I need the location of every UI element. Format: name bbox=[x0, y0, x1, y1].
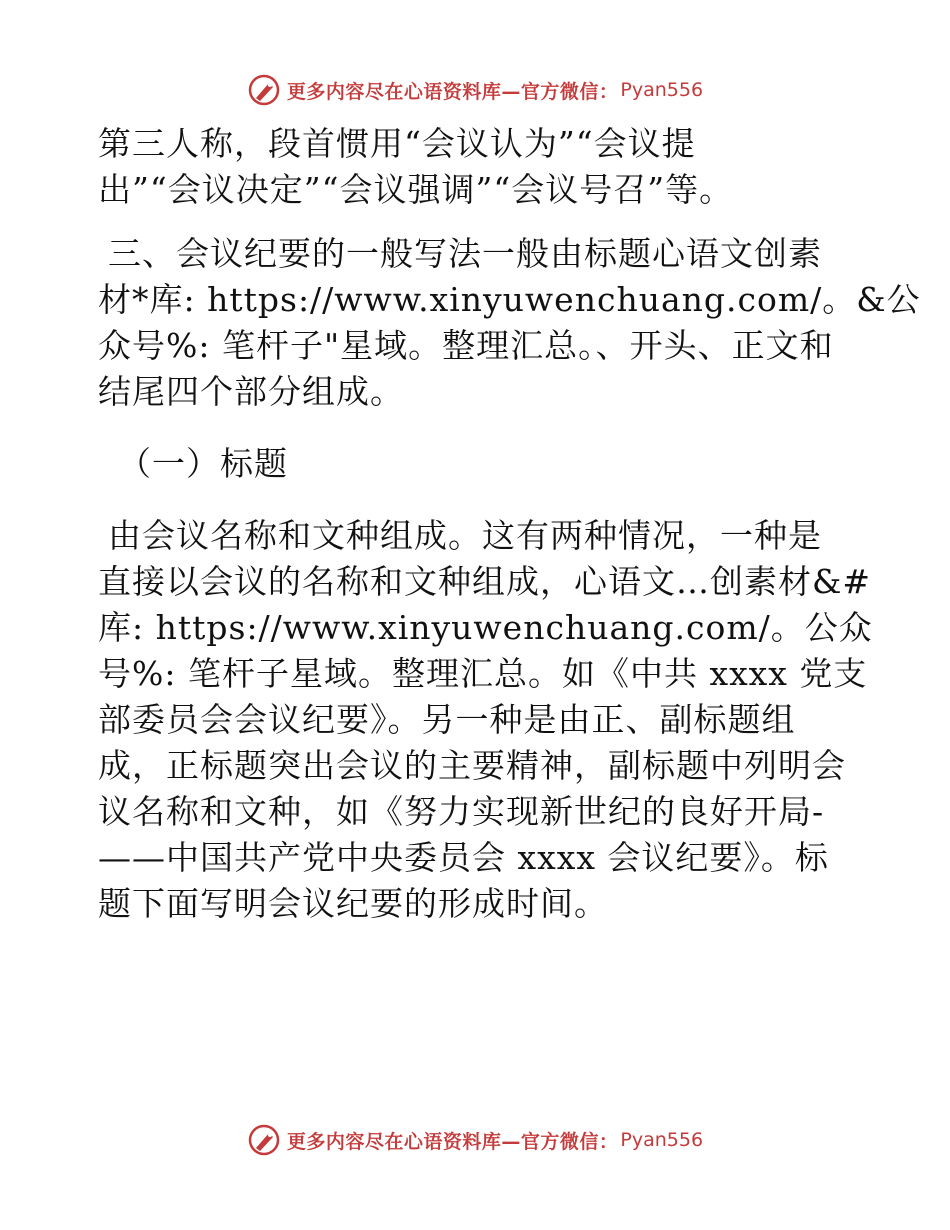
subsection-heading: （一）标题 bbox=[118, 444, 288, 483]
body-line: 议名称和文种，如《努力实现新世纪的良好开局- bbox=[98, 792, 825, 831]
body-line: 第三人称，段首惯用“会议认为”“会议提 bbox=[98, 124, 696, 163]
pen-nib-logo-icon bbox=[247, 73, 281, 107]
body-line: 材*库: https://www.xinyuwenchuang.com/。&公 bbox=[98, 280, 921, 319]
banner-wechat-id: Pyan556 bbox=[620, 1129, 704, 1151]
section-heading: 三、会议纪要的一般写法一般由标题心语文创素 bbox=[108, 234, 822, 273]
body-line: 出”“会议决定”“会议强调”“会议号召”等。 bbox=[98, 170, 734, 209]
body-line: 由会议名称和文种组成。这有两种情况，一种是 bbox=[108, 516, 822, 555]
body-line: 众号%: 笔杆子"星域。整理汇总。、开头、正文和 bbox=[98, 326, 834, 365]
body-line: 库: https://www.xinyuwenchuang.com/。公众 bbox=[98, 608, 873, 647]
banner-text: 更多内容尽在心语资料库—官方微信： bbox=[286, 80, 619, 103]
body-line: 部委员会会议纪要》。另一种是由正、副标题组 bbox=[98, 700, 796, 739]
banner-text: 更多内容尽在心语资料库—官方微信： bbox=[286, 1130, 619, 1153]
body-line: 号%: 笔杆子星域。整理汇总。如《中共 xxxx 党支 bbox=[98, 654, 868, 693]
body-line: 题下面写明会议纪要的形成时间。 bbox=[98, 884, 608, 923]
document-body bbox=[98, 121, 921, 927]
body-line: 直接以会议的名称和文种组成，心语文…创素材&# bbox=[98, 562, 872, 601]
body-line: ——中国共产党中央委员会 xxxx 会议纪要》。标 bbox=[98, 838, 829, 877]
body-line: 结尾四个部分组成。 bbox=[98, 372, 404, 411]
header-banner bbox=[0, 70, 950, 110]
pen-nib-logo-icon bbox=[247, 1123, 281, 1157]
body-line: 成，正标题突出会议的主要精神，副标题中列明会 bbox=[98, 746, 846, 785]
footer-banner bbox=[0, 1120, 950, 1160]
banner-wechat-id: Pyan556 bbox=[620, 79, 704, 101]
